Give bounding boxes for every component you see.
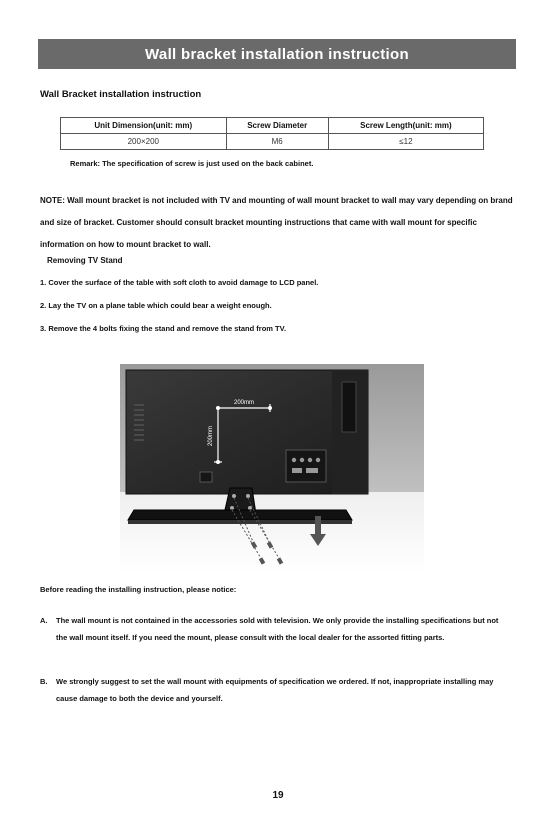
notice-text: We strongly suggest to set the wall mount with equipments of specification we ordered. If not, inappropriate installing may cause damage to both the device and yourself.	[56, 677, 494, 703]
notice-label: A.	[40, 616, 48, 625]
height-dimension-label: 200mm	[208, 425, 214, 447]
table-cell: ≤12	[328, 134, 483, 150]
step-item: 1. Cover the surface of the table with soft cloth to avoid damage to LCD panel.	[40, 278, 319, 287]
notice-label: B.	[40, 677, 48, 686]
table-row	[61, 134, 484, 150]
table-header-cell: Screw Diameter	[226, 118, 328, 134]
table-header-row	[61, 118, 484, 134]
spec-table	[60, 117, 484, 150]
before-heading: Before reading the installing instruction, please notice:	[40, 585, 237, 594]
table-cell: 200×200	[61, 134, 227, 150]
table-cell: M6	[226, 134, 328, 150]
page-number: 19	[272, 790, 284, 801]
page-title: Wall bracket installation instruction	[145, 45, 409, 63]
tv-back-figure	[120, 364, 424, 573]
table-header-cell: Unit Dimension(unit: mm)	[61, 118, 227, 134]
step-item: 3. Remove the 4 bolts fixing the stand and remove the stand from TV.	[40, 324, 287, 333]
page-title-bar	[38, 39, 516, 69]
table-header-cell: Screw Length(unit: mm)	[328, 118, 483, 134]
note-paragraph: NOTE: Wall mount bracket is not included with TV and mounting of wall mount bracket to wall may vary depending on brand and size of bracket. Customer should consult bracket mounting instructions that came with wall mount for specific information on how to mount bracket to wall.	[40, 196, 513, 249]
step-item: 2. Lay the TV on a plane table which could bear a weight enough.	[40, 301, 272, 310]
tv-back-illustration	[120, 364, 424, 573]
remark-text: Remark: The specification of screw is just used on the back cabinet.	[70, 159, 314, 168]
section-subtitle: Wall Bracket installation instruction	[40, 89, 202, 100]
removing-heading: Removing TV Stand	[47, 256, 123, 265]
notice-text: The wall mount is not contained in the accessories sold with television. We only provide the installing specifications but not the wall mount itself. If you need the mount, please consult with the local dealer for the assorted fitting parts.	[56, 616, 499, 642]
width-dimension-label: 200mm	[233, 400, 255, 406]
